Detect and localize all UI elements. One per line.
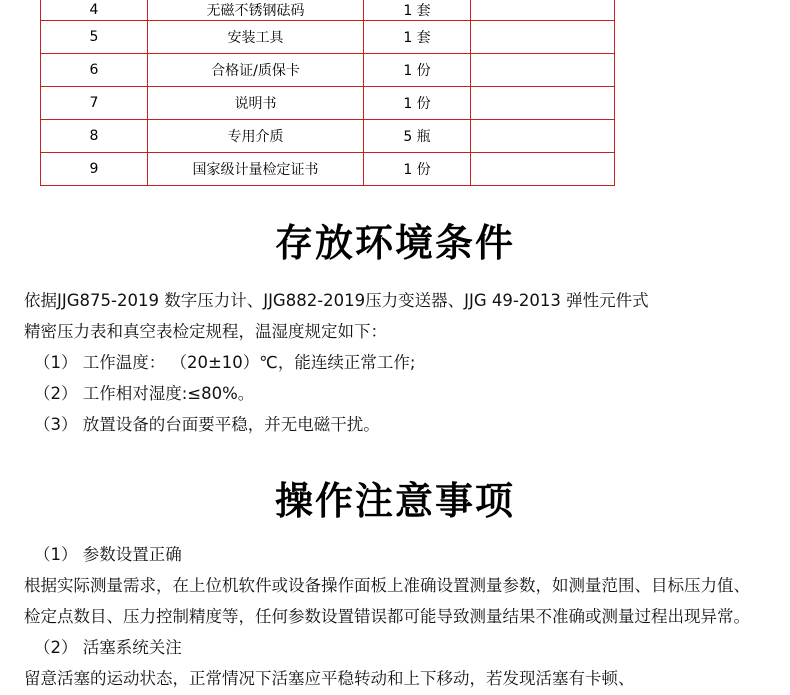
table-cell-qty: 1 套 — [364, 21, 471, 54]
table-cell-extra — [471, 153, 615, 186]
operation-section-title: 操作注意事项 — [274, 479, 515, 523]
table-row — [41, 0, 615, 21]
table-cell-name: 无磁不锈钢砝码 — [148, 0, 364, 21]
parts-table — [40, 0, 615, 186]
storage-item-2: （2） 工作相对湿度:≤80%。 — [34, 384, 255, 403]
table-row — [41, 21, 615, 54]
table-cell-qty: 1 份 — [364, 153, 471, 186]
operation-item-1-head: （1） 参数设置正确 — [34, 545, 182, 564]
table-cell-name: 安装工具 — [148, 21, 364, 54]
table-row — [41, 87, 615, 120]
table-cell-qty: 1 份 — [364, 87, 471, 120]
operation-item-2-text: 留意活塞的运动状态，正常情况下活塞应平稳转动和上下移动，若发现活塞有卡顿、 — [24, 669, 635, 688]
storage-section-body — [24, 285, 766, 440]
table-row — [41, 54, 615, 87]
table-cell-extra — [471, 0, 615, 21]
table-cell-name: 国家级计量检定证书 — [148, 153, 364, 186]
parts-table-body — [41, 0, 615, 186]
table-cell-no: 9 — [41, 153, 148, 186]
table-cell-no: 7 — [41, 87, 148, 120]
operation-item-2-head: （2） 活塞系统关注 — [34, 638, 182, 657]
operation-section-body — [24, 539, 766, 694]
storage-intro-line2: 精密压力表和真空表检定规程，温湿度规定如下： — [24, 322, 387, 341]
table-cell-no: 6 — [41, 54, 148, 87]
table-cell-extra — [471, 120, 615, 153]
storage-intro-line1: 依据JJG875-2019 数字压力计、JJG882-2019压力变送器、JJG 49-2013 弹性元件式 — [24, 291, 649, 310]
table-cell-name: 合格证/质保卡 — [148, 54, 364, 87]
table-cell-extra — [471, 21, 615, 54]
table-cell-extra — [471, 87, 615, 120]
table-cell-no: 8 — [41, 120, 148, 153]
table-cell-no: 4 — [41, 0, 148, 21]
table-row — [41, 120, 615, 153]
storage-item-3: （3） 放置设备的台面要平稳，并无电磁干扰。 — [34, 415, 380, 434]
operation-item-1-text: 根据实际测量需求，在上位机软件或设备操作面板上准确设置测量参数，如测量范围、目标压力值、检定点数目、压力控制精度等，任何参数设置错误都可能导致测量结果不准确或测量过程出现异常。 — [24, 576, 750, 626]
table-cell-name: 专用介质 — [148, 120, 364, 153]
table-cell-qty: 5 瓶 — [364, 120, 471, 153]
table-cell-no: 5 — [41, 21, 148, 54]
table-cell-name: 说明书 — [148, 87, 364, 120]
table-cell-qty: 1 份 — [364, 54, 471, 87]
table-cell-qty: 1 套 — [364, 0, 471, 21]
storage-section-title: 存放环境条件 — [274, 221, 515, 265]
table-cell-extra — [471, 54, 615, 87]
table-row — [41, 153, 615, 186]
storage-item-1: （1） 工作温度： （20±10）℃，能连续正常工作; — [34, 353, 416, 372]
